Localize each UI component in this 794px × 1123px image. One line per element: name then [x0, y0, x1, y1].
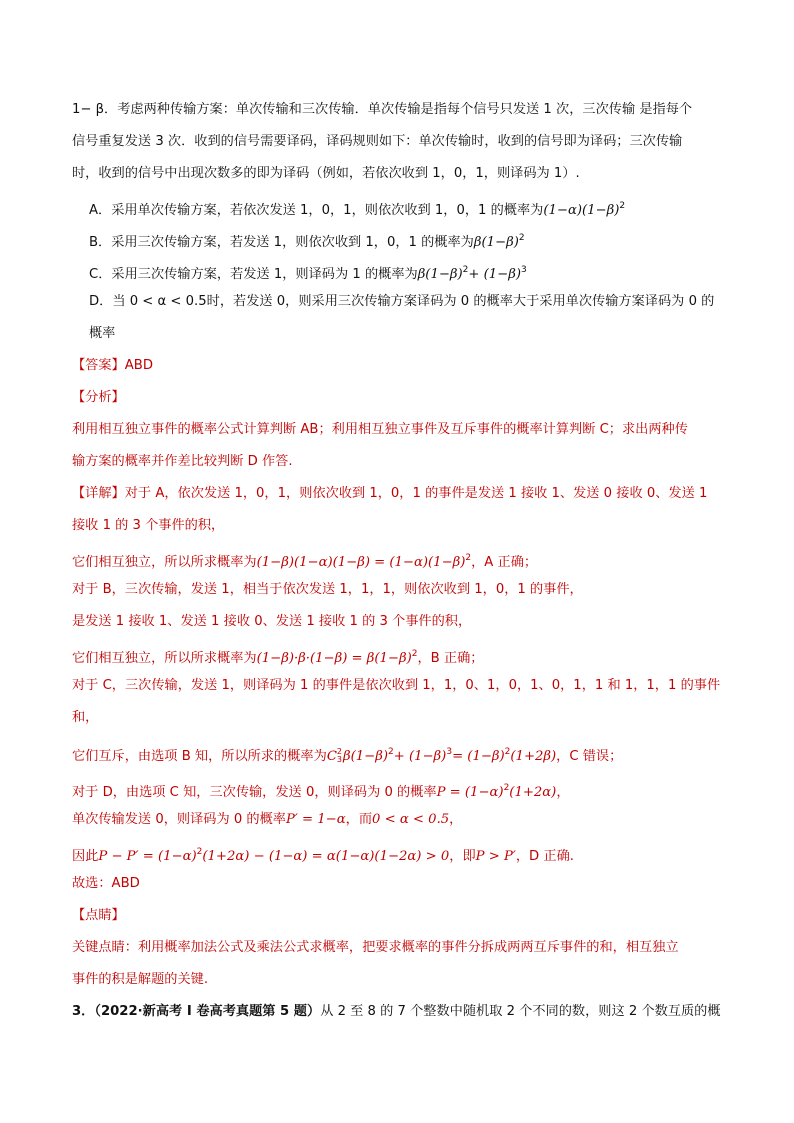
- next-question: [72, 1002, 721, 1022]
- option-d: D．当 0 < α < 0.5时，若发送 0，则采用三次传输方案译码为 0 的概率大于采用单次传输方案译码为 0 的: [89, 294, 715, 309]
- detail-line-10: 对于 D，由选项 C 知，三次传输，发送 0，则译码为 0 的概率$P = (1-\alpha)^2(1+2\alpha)$，: [72, 783, 570, 800]
- option-a: A．采用单次传输方案，若依次发送 1，0，1，则依次收到 1，0，1 的概率为$(1-\alpha)(1-\beta)^2$: [89, 201, 626, 218]
- analysis-line-1: 利用相互独立事件的概率公式计算判断 AB；利用相互独立事件及互斥事件的概率计算判断 C；求出两种传: [72, 422, 688, 437]
- intro-line-1: 1− β．考虑两种传输方案：单次传输和三次传输．单次传输是指每个信号只发送 1 次，三次传输 是指每个: [72, 102, 693, 117]
- detail-line-12: 因此$P - P' = (1-\alpha)^2(1+2\alpha) - (1-\alpha) = \alpha(1-\alpha)(1-2\alpha) > 0$，即P > P′，D 正确.: [72, 847, 574, 864]
- analysis-line-2: 输方案的概率并作差比较判断 D 作答.: [72, 454, 293, 469]
- detail-line-6: 它们相互独立，所以所求概率为$(1-\beta)\cdot\beta\cdot(1-\beta) = \beta(1-\beta)^2$，B 正确；: [72, 649, 484, 666]
- intro-line-3: 时，收到的信号中出现次数多的即为译码（例如，若依次收到 1，0，1，则译码为 1）.: [72, 166, 580, 181]
- option-c: C．采用三次传输方案，若发送 1，则译码为 1 的概率为$\beta(1-\beta)^2+ (1-\beta)^3$: [89, 265, 527, 282]
- next-question-text: 从 2 至 8 的 7 个整数中随机取 2 个不同的数，则这 2 个数互质的概: [320, 1004, 721, 1019]
- detail-line-9: 它们互斥，由选项 B 知，所以所求的概率为C 2 3 $\beta(1-\beta)^2+ (1-\beta)^3= (1-\beta)^2(1+2\beta)$，C 错误；: [72, 747, 623, 764]
- detail-label: 【详解】: [72, 486, 125, 501]
- detail-line-11: 单次传输发送 0，则译码为 0 的概率P′ = 1−α，而0 < α < 0.5，: [72, 812, 463, 827]
- detail-line-3: 它们相互独立，所以所求概率为$(1-\beta)(1-\alpha)(1-\beta) = (1-\alpha)(1-\beta)^2$，A 正确；: [72, 553, 538, 570]
- analysis-label: 【分析】: [72, 390, 125, 405]
- answer-label: 【答案】: [72, 358, 125, 373]
- intro-line-2: 信号重复发送 3 次．收到的信号需要译码，译码规则如下：单次传输时，收到的信号即为译码；三次传输: [72, 134, 683, 149]
- detail-line-1: 【详解】对于 A，依次发送 1，0，1，则依次收到 1，0，1 的事件是发送 1 接收 1、发送 0 接收 0、发送 1: [72, 486, 708, 501]
- detail-line-2: 接收 1 的 3 个事件的积，: [72, 518, 225, 533]
- option-b: B．采用三次传输方案，若发送 1，则依次收到 1，0，1 的概率为$\beta(1-\beta)^2$: [89, 233, 525, 250]
- detail-line-8: 和，: [72, 710, 99, 725]
- detail-line-4: 对于 B，三次传输，发送 1，相当于依次发送 1，1，1，则依次收到 1，0，1 的事件，: [72, 582, 583, 597]
- answer-line: [72, 356, 153, 376]
- comment-line-2: 事件的积是解题的关键.: [72, 972, 209, 987]
- comment-label: 【点睛】: [72, 908, 125, 923]
- detail-line-7: 对于 C，三次传输，发送 1，则译码为 1 的事件是依次收到 1，1，0、1，0，1、0，1，1 和 1，1，1 的事件: [72, 678, 721, 693]
- next-question-label: 3．（2022·新高考 I 卷高考真题第 5 题）: [72, 1004, 321, 1019]
- detail-line-5: 是发送 1 接收 1、发送 1 接收 0、发送 1 接收 1 的 3 个事件的积，: [72, 614, 472, 629]
- answer-value: ABD: [124, 358, 153, 373]
- detail-line-13: 故选：ABD: [72, 876, 140, 891]
- option-d-cont: 概率: [89, 326, 116, 341]
- comment-line-1: 关键点睛：利用概率加法公式及乘法公式求概率，把要求概率的事件分拆成两两互斥事件的和，相互独立: [72, 940, 679, 955]
